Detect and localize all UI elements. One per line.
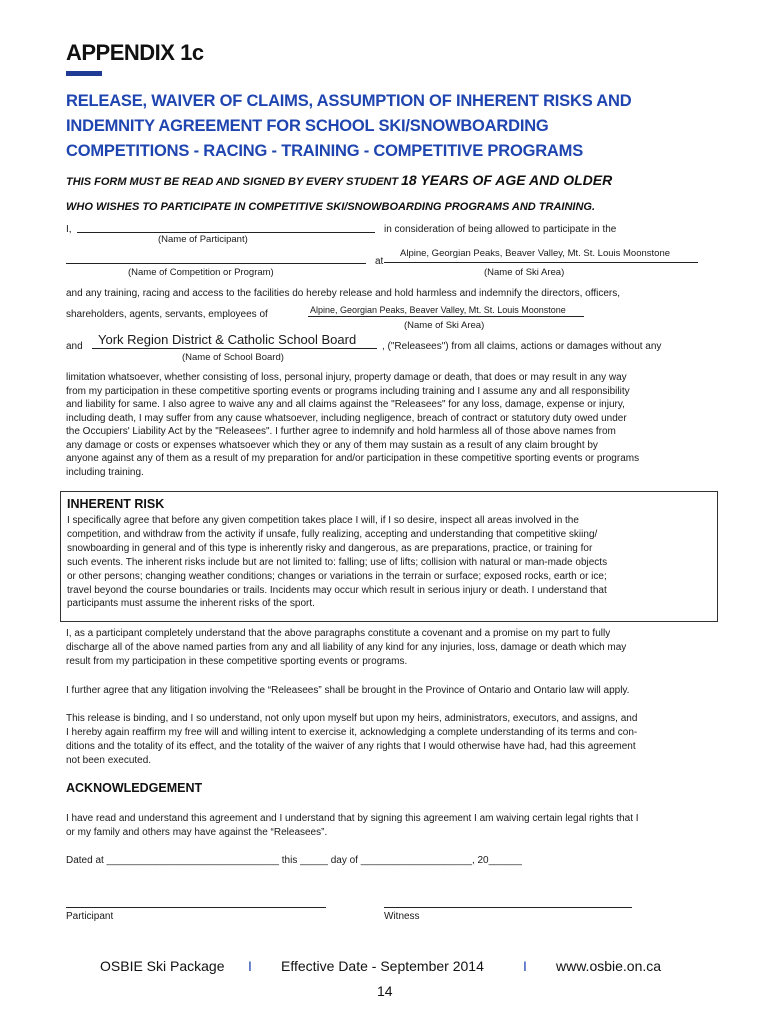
ski-area-value: Alpine, Georgian Peaks, Beaver Valley, Mt. St. Louis Moonstone bbox=[400, 248, 671, 259]
paragraph-line: the Occupiers' Liability Act by the "Releasees". I further agree to indemnify and hold harmless all of those above names from bbox=[66, 426, 616, 437]
inherent-risk-text bbox=[67, 514, 707, 611]
participant-caption: (Name of Participant) bbox=[158, 234, 248, 245]
release-text: and any training, racing and access to the facilities do hereby release and hold harmless and indemnify the directors, officers, bbox=[66, 288, 621, 299]
paragraph-line: such events. The inherent risks include but are not limited to: falling; use of lifts; collision with natural or man-made objects bbox=[67, 556, 608, 568]
paragraph-line: This release is binding, and I so understand, not only upon myself but upon my heirs, administrators, executors, and assigns, and bbox=[66, 713, 638, 724]
competition-caption: (Name of Competition or Program) bbox=[128, 267, 274, 278]
ski-area-field[interactable] bbox=[384, 262, 698, 263]
at-text: at bbox=[375, 256, 384, 267]
eligibility-text: THIS FORM MUST BE READ AND SIGNED BY EVERY STUDENT bbox=[66, 176, 402, 188]
paragraph-line: competition, and withdraw from the activity if unsafe, fully realizing, accepting and understanding that competitive skiing/ bbox=[67, 528, 598, 540]
age-requirement: 18 YEARS OF AGE AND OLDER bbox=[401, 172, 613, 188]
eligibility-line-2: WHO WISHES TO PARTICIPATE IN COMPETITIVE SKI/SNOWBOARDING PROGRAMS AND TRAINING. bbox=[66, 201, 596, 213]
consideration-text: in consideration of being allowed to participate in the bbox=[384, 224, 617, 235]
acknowledgement-paragraph bbox=[66, 812, 724, 840]
appendix-title: APPENDIX 1c bbox=[66, 40, 204, 65]
title-line: RELEASE, WAIVER OF CLAIMS, ASSUMPTION OF INHERENT RISKS AND bbox=[66, 92, 632, 110]
shareholders-text: shareholders, agents, servants, employees of bbox=[66, 309, 268, 320]
acknowledgement-heading: ACKNOWLEDGEMENT bbox=[66, 781, 203, 795]
footer-website[interactable]: www.osbie.on.ca bbox=[556, 958, 662, 974]
competition-name-field[interactable] bbox=[66, 263, 366, 264]
school-board-caption: (Name of School Board) bbox=[182, 352, 284, 363]
paragraph-line: including death, I may suffer from any cause whatsoever, including negligence, breach of contract or statutory duty owed under bbox=[66, 412, 627, 424]
paragraph-line: discharge all of the above named parties from any and all liability of any kind for any injuries, loss, damage or death which may bbox=[66, 642, 627, 653]
school-board-field[interactable] bbox=[92, 348, 377, 349]
paragraph-line: or other persons; changing weather conditions; changes or variations in the terrain or surface; exposed rocks, earth or ice; bbox=[67, 570, 607, 582]
ski-area-caption-2: (Name of Ski Area) bbox=[404, 320, 485, 331]
paragraph-line: I, as a participant completely understand that the above paragraphs constitute a covenant and a promise on my part to fully bbox=[66, 628, 611, 639]
paragraph-line: including training. bbox=[66, 466, 144, 478]
footer-effective-date: Effective Date - September 2014 bbox=[281, 958, 484, 974]
paragraph-line: snowboarding in general and of this type is inherently risky and dangerous, as are preparations, practice, or training for bbox=[67, 542, 593, 554]
witness-signature-line[interactable] bbox=[384, 907, 632, 908]
paragraph-line: anyone against any of them as a result of my preparation for and/or participation in these competitive sporting events or programs bbox=[66, 453, 640, 464]
eligibility-line-1 bbox=[66, 168, 726, 195]
paragraph-line: I have read and understand this agreement and I understand that by signing this agreement I am waiving certain legal rights that I bbox=[66, 813, 639, 824]
witness-label: Witness bbox=[384, 911, 420, 922]
covenant-paragraph bbox=[66, 627, 724, 669]
litigation-paragraph: I further agree that any litigation involving the “Releasees” shall be brought in the Province of Ontario and Ontario law will apply. bbox=[66, 685, 630, 696]
and-text: and bbox=[66, 341, 83, 352]
participant-name-field[interactable] bbox=[77, 232, 375, 233]
releasees-text: , ("Releasees") from all claims, actions or damages without any bbox=[382, 341, 662, 352]
paragraph-line: travel beyond the course boundaries or trails. Incidents may occur which result in serious injury or death. I understand that bbox=[67, 584, 607, 596]
inherent-risk-heading: INHERENT RISK bbox=[67, 497, 165, 511]
dated-line[interactable]: Dated at _______________________________ this _____ day of ____________________, 20______ bbox=[66, 855, 522, 866]
ski-area-value-2: Alpine, Georgian Peaks, Beaver Valley, Mt. St. Louis Moonstone bbox=[310, 305, 566, 315]
eligibility-notice bbox=[66, 168, 726, 220]
binding-paragraph bbox=[66, 712, 724, 768]
document-title bbox=[66, 89, 726, 164]
paragraph-line: I specifically agree that before any given competition takes place I will, if I so desire, inspect all areas involved in the bbox=[67, 515, 579, 526]
paragraph-line: limitation whatsoever, whether consisting of loss, personal injury, property damage or death, that does or may result in any way bbox=[66, 372, 627, 383]
title-line: COMPETITIONS - RACING - TRAINING - COMPETITIVE PROGRAMS bbox=[66, 142, 584, 160]
i-prefix: I, bbox=[66, 224, 72, 235]
paragraph-line: not been executed. bbox=[66, 755, 152, 766]
paragraph-line: any damage or costs or expenses whatsoever which they or any of them may sustain as a result of any claim brought by bbox=[66, 439, 598, 451]
title-accent-bar bbox=[66, 71, 102, 76]
participant-label: Participant bbox=[66, 911, 114, 922]
paragraph-line: and liability for same. I also agree to waive any and all claims against the "Releasees" for any loss, damage, expense or injury, bbox=[66, 399, 625, 410]
paragraph-line: I hereby again reaffirm my free will and willing intent to exercise it, acknowledging a complete understanding of its terms and con- bbox=[66, 727, 638, 738]
footer-separator: I bbox=[523, 958, 527, 974]
page-number: 14 bbox=[377, 983, 393, 999]
inherent-risk-box bbox=[60, 491, 718, 622]
paragraph-line: result from my participation in these competitive sporting events or programs. bbox=[66, 656, 408, 667]
footer-package: OSBIE Ski Package bbox=[100, 958, 225, 974]
ski-area-field-2[interactable] bbox=[308, 316, 584, 317]
title-line: INDEMNITY AGREEMENT FOR SCHOOL SKI/SNOWBOARDING bbox=[66, 117, 549, 135]
participant-signature-line[interactable] bbox=[66, 907, 326, 908]
paragraph-line: participants must assume the inherent risks of the sport. bbox=[67, 598, 315, 610]
limitation-paragraph bbox=[66, 371, 724, 479]
footer-separator: I bbox=[248, 958, 252, 974]
paragraph-line: ditions and the totality of its effect, and the totality of the waiver of any rights that I would otherwise have had, had this agreement bbox=[66, 741, 636, 752]
school-board-value: York Region District & Catholic School Board bbox=[98, 332, 357, 347]
paragraph-line: or my family and others may have against the “Releasees”. bbox=[66, 827, 328, 838]
ski-area-caption: (Name of Ski Area) bbox=[484, 267, 565, 278]
paragraph-line: from my participation in these competitive sporting events or programs including training and I assume any and all responsibility bbox=[66, 385, 630, 397]
